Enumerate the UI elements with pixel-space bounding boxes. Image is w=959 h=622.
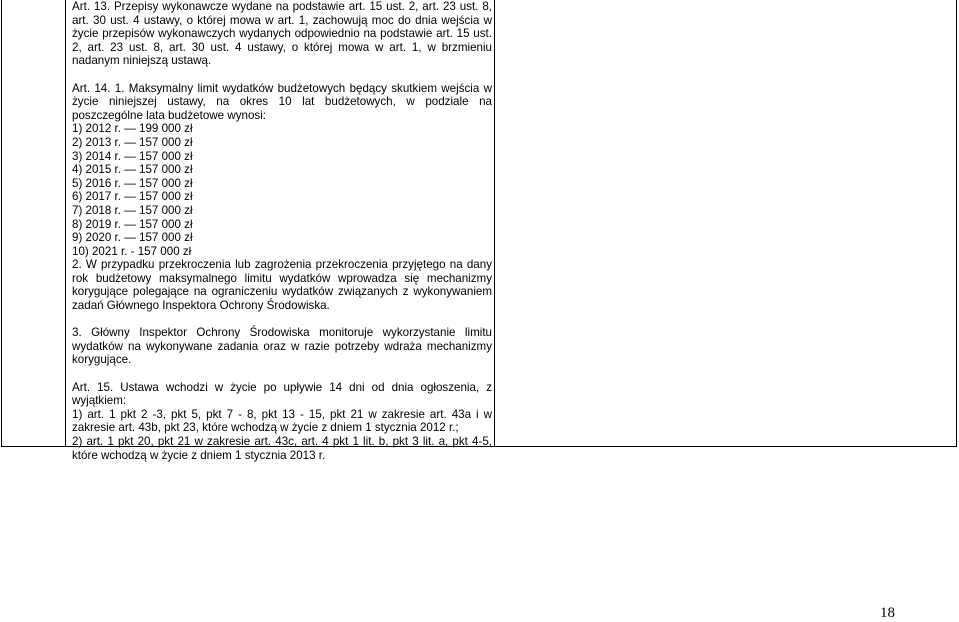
article-15-intro: Art. 15. Ustawa wchodzi w życie po upływie 14 dni od dnia ogłoszenia, z wyjątkiem: [72,380,492,408]
limit-item: 2) 2013 r. — 157 000 zł [72,135,193,149]
article-15-point-1: 1) art. 1 pkt 2 -3, pkt 5, pkt 7 - 8, pkt 13 - 15, pkt 21 w zakresie art. 43a i w zakresie art. 43b, pkt 23, które wchodzą w życie z dniem 1 stycznia 2012 r.; [72,407,492,435]
page-number: 18 [880,605,895,621]
table-column-divider [494,0,495,447]
table-border-right [956,0,957,447]
limit-item: 8) 2019 r. — 157 000 zł [72,217,193,231]
article-14-paragraph-3: 3. Główny Inspektor Ochrony Środowiska monitoruje wykorzystanie limitu wydatków na wykonywane zadania oraz w razie potrzeby wdraża mechanizmy korygujące. [72,326,492,367]
limit-item: 3) 2014 r. — 157 000 zł [72,149,193,163]
article-15-point-2: 2) art. 1 pkt 20, pkt 21 w zakresie art. 43c, art. 4 pkt 1 lit. b, pkt 3 lit. a, pkt 4-5, które wchodzą w życie z dniem 1 stycznia 2013 r. [72,435,492,462]
article-14-paragraph-2: 2. W przypadku przekroczenia lub zagrożenia przekroczenia przyjętego na dany rok budżetowy maksymalnego limitu wydatków wprowadza się mechanizmy korygujące polegające na ograniczeniu wydatków związanych z wykonywaniem zadań Głównego Inspektora Ochrony Środowiska. [72,258,492,313]
article-13: Art. 13. Przepisy wykonawcze wydane na podstawie art. 15 ust. 2, art. 23 ust. 8, art. 30 ust. 4 ustawy, o której mowa w art. 1, zachowują moc do dnia wejścia w życie przepisów wykonawczych wydanych odpowiednio na podstawie art. 15 ust. 2, art. 23 ust. 8, art. 30 ust. 4 ustawy, o której mowa w art. 1, w brzmieniu nadanym niniejszą ustawą. [72,0,492,68]
limit-item: 6) 2017 r. — 157 000 zł [72,190,193,204]
limit-item: 5) 2016 r. — 157 000 zł [72,176,193,190]
article-14-intro: Art. 14. 1. Maksymalny limit wydatków budżetowych będący skutkiem wejścia w życie niniejszej ustawy, na okres 10 lat budżetowych, w podziale na poszczególne lata budżetowe wynosi: [72,81,492,122]
limit-item: 1) 2012 r. — 199 000 zł [72,122,193,136]
table-border-left [1,0,2,447]
limit-item: 9) 2020 r. — 157 000 zł [72,231,193,245]
document-table [1,0,957,462]
limit-item: 7) 2018 r. — 157 000 zł [72,203,193,217]
limit-item: 10) 2021 r. - 157 000 zł [72,244,192,258]
article-text-cell [72,0,492,462]
limit-item: 4) 2015 r. — 157 000 zł [72,163,193,177]
table-column-divider [65,0,66,447]
